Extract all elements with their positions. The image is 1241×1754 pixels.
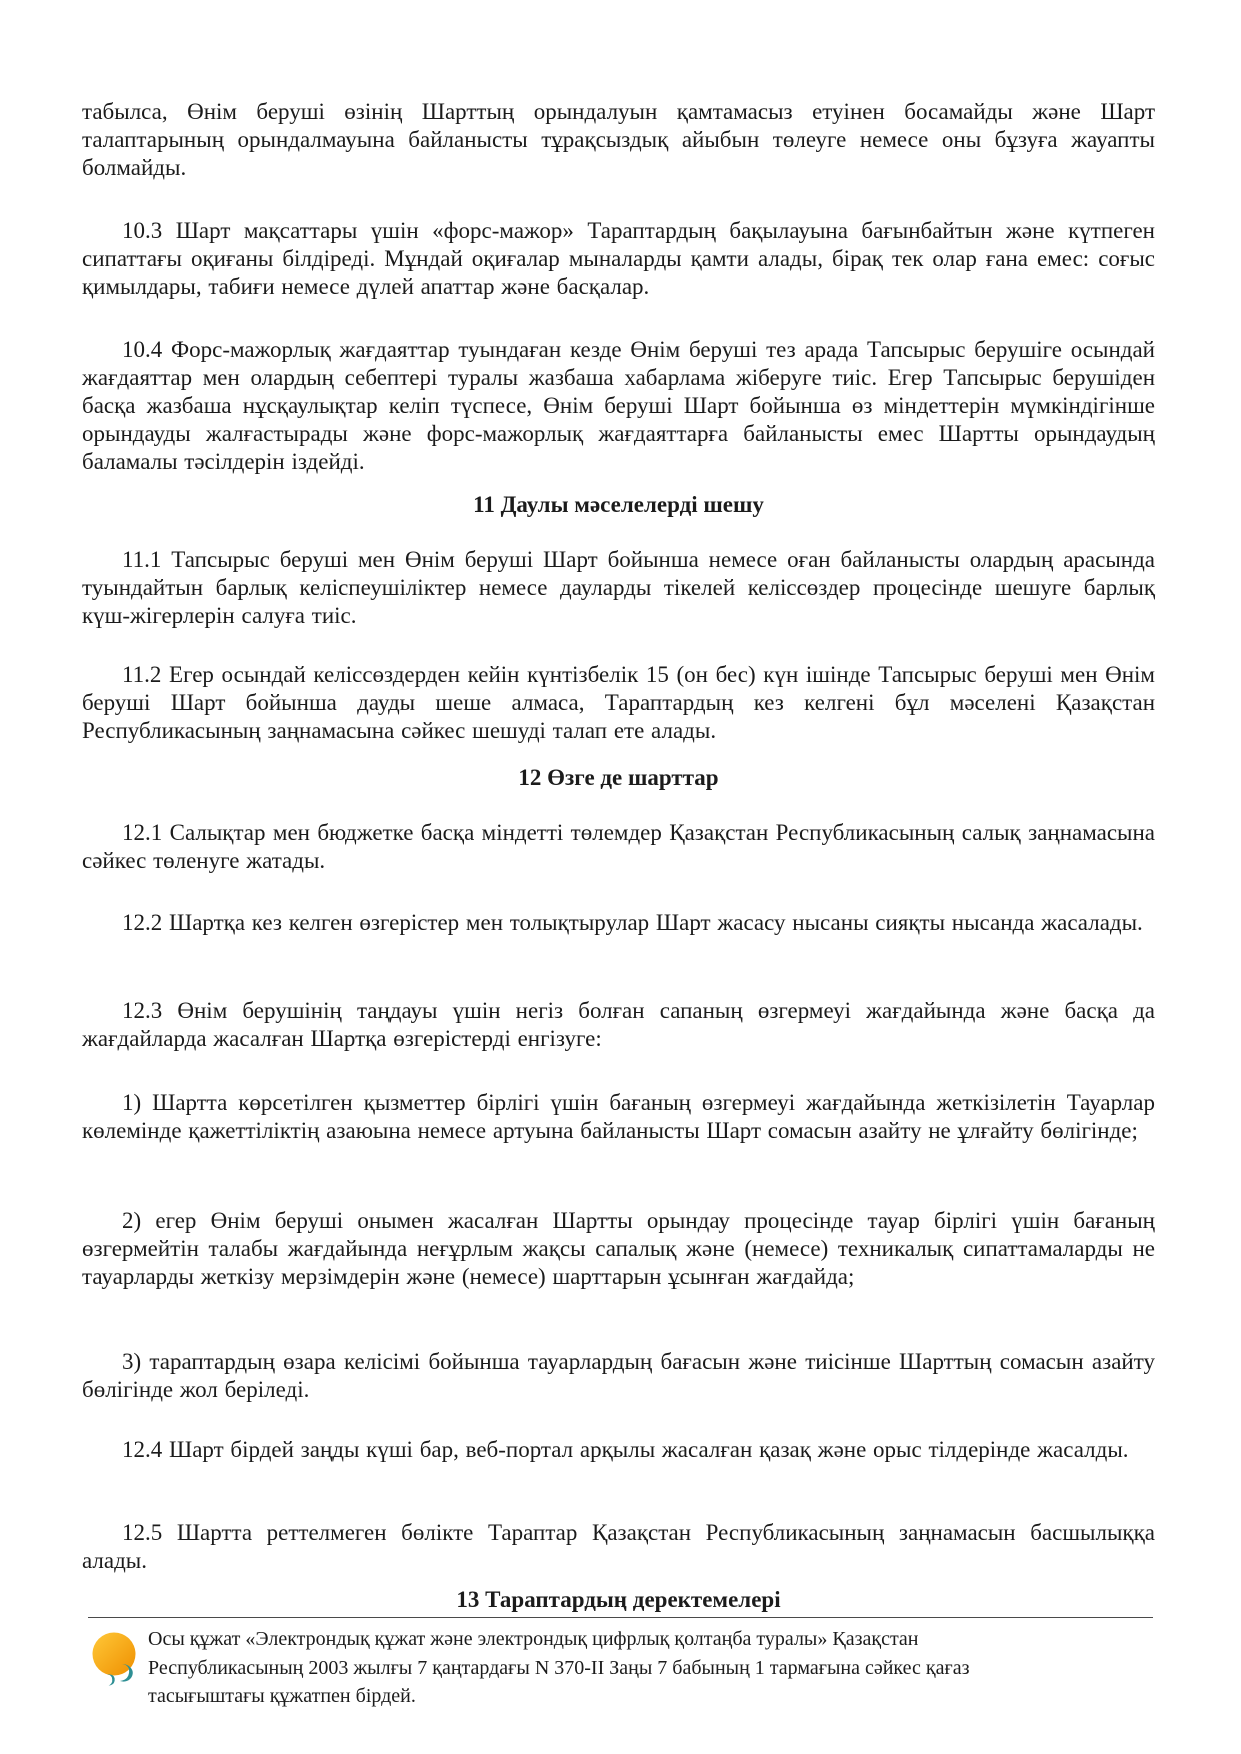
paragraph-12-2: 12.2 Шартқа кез келген өзгерістер мен толықтырулар Шарт жасасу нысаны сияқты нысанда жасалады. xyxy=(122,910,1143,935)
paragraph-12-1: 12.1 Салықтар мен бюджетке басқа міндетті төлемдер Қазақстан Республикасының салық заңнамасына сәйкес төленуге жатады. xyxy=(82,820,1155,873)
section-heading-12: 12 Өзге де шарттар xyxy=(518,765,719,790)
footer-divider xyxy=(88,1617,1153,1618)
paragraph-10-4: 10.4 Форс-мажорлық жағдаяттар туындаған кезде Өнім беруші тез арада Тапсырыс берушіге осындай жағдаяттар мен олардың себептері туралы жазбаша хабарлама жіберуге тиіс. Егер Тапсырыс берушіден басқа жазбаша нұсқаулықтар келіп түспесе, Өнім беруші Шарт бойынша өз міндеттерін мүмкіндігінше орындауды жалғастырады және форс-мажорлық жағдаяттарға байланысты емес Шартты орындаудың баламалы тәсілдерін іздейді. xyxy=(82,337,1155,474)
paragraph-12-3-item-1: 1) Шартта көрсетілген қызметтер бірлігі үшін бағаның өзгермеуі жағдайында жеткізілетін Тауарлар көлемінде қажеттіліктің азаюына немесе артуына байланысты Шарт сомасын азайту не ұлғайту бөлігінде; xyxy=(82,1090,1155,1143)
paragraph-10-2-continuation: табылса, Өнім беруші өзінің Шарттың орындалуын қамтамасыз етуінен босамайды және Шарт талаптарының орындалмауына байланысты тұрақсыздық айыбын төлеуге немесе оны бұзуға жауапты болмайды. xyxy=(82,99,1155,180)
paragraph-12-3: 12.3 Өнім берушінің таңдауы үшін негіз болған сапаның өзгермеуі жағдайында және басқа да жағдайларда жасалған Шартқа өзгерістерді енгізуге: xyxy=(82,998,1155,1051)
paragraph-12-3-item-2: 2) егер Өнім беруші онымен жасалған Шартты орындау процесінде тауар бірлігі үшін бағаның өзгермейтін талабы жағдайында неғұрлым жақсы сапалық және (немесе) техникалық сипаттамаларды не тауарларды жеткізу мерзімдерін және (немесе) шарттарын ұсынған жағдайда; xyxy=(82,1208,1155,1289)
section-heading-11: 11 Даулы мәселелерді шешу xyxy=(473,492,764,517)
section-heading-13: 13 Тараптардың деректемелері xyxy=(456,1587,781,1612)
footer-note-line-3: тасығыштағы құжатпен бірдей. xyxy=(148,1685,416,1707)
paragraph-12-4: 12.4 Шарт бірдей заңды күші бар, веб-портал арқылы жасалған қазақ және орыс тілдерінде жасалды. xyxy=(122,1437,1129,1462)
paragraph-12-3-item-3: 3) тараптардың өзара келісімі бойынша тауарлардың бағасын және тиісінше Шарттың сомасын азайту бөлігінде жол беріледі. xyxy=(82,1349,1155,1402)
paragraph-12-5: 12.5 Шартта реттелмеген бөлікте Тараптар Қазақстан Республикасының заңнамасын басшылыққа алады. xyxy=(82,1520,1155,1573)
footer-note xyxy=(148,1625,1048,1711)
footer-note-line-1: Осы құжат «Электрондық құжат және электрондық цифрлық қолтаңба туралы» Қазақстан xyxy=(148,1628,919,1650)
paragraph-11-1: 11.1 Тапсырыс беруші мен Өнім беруші Шарт бойынша немесе оған байланысты олардың арасында туындайтын барлық келіспеушіліктер немесе дауларды тікелей келіссөздер процесінде шешуге барлық күш-жігерлерін салуға тиіс. xyxy=(82,547,1155,628)
paragraph-11-2: 11.2 Егер осындай келіссөздерден кейін күнтізбелік 15 (он бес) күн ішінде Тапсырыс беруші мен Өнім беруші Шарт бойынша дауды шеше алмаса, Тараптардың кез келгені бұл мәселені Қазақстан Республикасының заңнамасына сәйкес шешуді талап ете алады. xyxy=(82,662,1155,743)
paragraph-10-3: 10.3 Шарт мақсаттары үшін «форс-мажор» Тараптардың бақылауына бағынбайтын және күтпеген сипаттағы оқиғаны білдіреді. Мұндай оқиғалар мыналарды қамти алады, бірақ тек олар ғана емес: соғыс қимылдары, табиғи немесе дүлей апаттар және басқалар. xyxy=(82,218,1155,299)
egov-emblem-icon xyxy=(92,1631,138,1687)
footer-note-line-2: Республикасының 2003 жылғы 7 қаңтардағы N 370-II Заңы 7 бабының 1 тармағына сәйкес қағаз xyxy=(148,1656,970,1679)
